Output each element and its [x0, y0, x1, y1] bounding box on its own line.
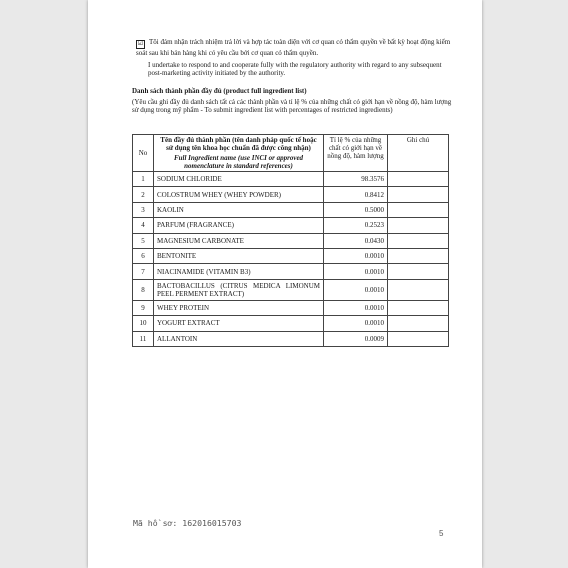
cell-name: BENTONITE: [154, 248, 324, 263]
table-row: [133, 331, 449, 346]
cell-note: [388, 316, 449, 331]
page-number: 5: [439, 529, 444, 538]
table-row: [133, 233, 449, 248]
cell-percent: 0.5000: [324, 202, 388, 217]
cell-no: 9: [133, 300, 154, 315]
header-percent: Tỉ lệ % của những chất có giới hạn về nồng độ, hàm lượng: [324, 135, 388, 172]
cell-no: 3: [133, 202, 154, 217]
cell-note: [388, 300, 449, 315]
cell-name: MAGNESIUM CARBONATE: [154, 233, 324, 248]
cell-note: [388, 233, 449, 248]
cell-no: 8: [133, 279, 154, 300]
cell-name: PARFUM (FRAGRANCE): [154, 218, 324, 233]
checkbox-checked-icon: ☑: [137, 41, 144, 47]
header-note: Ghi chú: [388, 135, 449, 172]
commitment-vi: [136, 38, 454, 57]
cell-note: [388, 248, 449, 263]
cell-note: [388, 187, 449, 202]
cell-percent: 0.0010: [324, 279, 388, 300]
cell-percent: 0.0010: [324, 300, 388, 315]
cell-percent: 0.0010: [324, 248, 388, 263]
cell-name: KAOLIN: [154, 202, 324, 217]
cell-percent: 0.0010: [324, 264, 388, 279]
dossier-code: Mã hồ sơ: 162016015703: [133, 518, 242, 528]
table-row: [133, 248, 449, 263]
header-name-en: Full Ingredient name (use INCI or approved nomenclature in standard references): [173, 154, 304, 170]
section-title: Danh sách thành phần đầy đủ (product full ingredient list): [132, 87, 307, 95]
table-row: [133, 316, 449, 331]
cell-note: [388, 202, 449, 217]
table-header-row: [133, 135, 449, 172]
document-page: [88, 0, 482, 568]
cell-percent: 0.0430: [324, 233, 388, 248]
commitment-en-text: I undertake to respond to and cooperate fully with the regulatory authority with regard to any subsequent post-marketing activity initiated by the authority.: [148, 61, 442, 78]
cell-no: 2: [133, 187, 154, 202]
header-name-vi: Tên đầy đủ thành phần (tên danh pháp quốc tế hoặc sử dụng tên khoa học chuẩn đã được công nhận): [160, 136, 317, 152]
cell-name: NIACINAMIDE (VITAMIN B3): [154, 264, 324, 279]
cell-name: BACTOBACILLUS (CITRUS MEDICA LIMONUM PEEL PERMENT EXTRACT): [154, 279, 324, 300]
commitment-block: [136, 38, 454, 78]
cell-percent: 0.0009: [324, 331, 388, 346]
cell-percent: 0.0010: [324, 316, 388, 331]
cell-note: [388, 172, 449, 187]
header-name: [154, 135, 324, 172]
section-note: (Yêu cầu ghi đầy đủ danh sách tất cả các thành phần và tỉ lệ % của những chất có giới hạn về nồng độ, hàm lượng sử dụng trong mỹ phẩm - To submit ingredient list with percentages of restricted ingredients): [132, 98, 452, 115]
cell-no: 4: [133, 218, 154, 233]
table-row: [133, 218, 449, 233]
cell-note: [388, 279, 449, 300]
commitment-vi-text: Tôi đảm nhận trách nhiệm trả lời và hợp tác toàn diện với cơ quan có thẩm quyền về bất kỳ hoạt động kiểm soát sau khi bán hàng khi có yêu cầu bởi cơ quan có thẩm quyền.: [136, 38, 451, 57]
cell-percent: 98.3576: [324, 172, 388, 187]
cell-no: 1: [133, 172, 154, 187]
cell-no: 7: [133, 264, 154, 279]
header-no: No: [133, 135, 154, 172]
cell-name: YOGURT EXTRACT: [154, 316, 324, 331]
cell-no: 10: [133, 316, 154, 331]
cell-name: ALLANTOIN: [154, 331, 324, 346]
cell-note: [388, 264, 449, 279]
cell-name: COLOSTRUM WHEY (WHEY POWDER): [154, 187, 324, 202]
ingredient-table: [132, 134, 449, 347]
cell-no: 5: [133, 233, 154, 248]
table-row: [133, 202, 449, 217]
cell-percent: 0.8412: [324, 187, 388, 202]
cell-no: 11: [133, 331, 154, 346]
cell-no: 6: [133, 248, 154, 263]
table-row: [133, 300, 449, 315]
table-row: [133, 264, 449, 279]
table-row: [133, 172, 449, 187]
cell-percent: 0.2523: [324, 218, 388, 233]
table-row: [133, 187, 449, 202]
cell-note: [388, 218, 449, 233]
cell-note: [388, 331, 449, 346]
cell-name: WHEY PROTEIN: [154, 300, 324, 315]
cell-name: SODIUM CHLORIDE: [154, 172, 324, 187]
table-row: [133, 279, 449, 300]
